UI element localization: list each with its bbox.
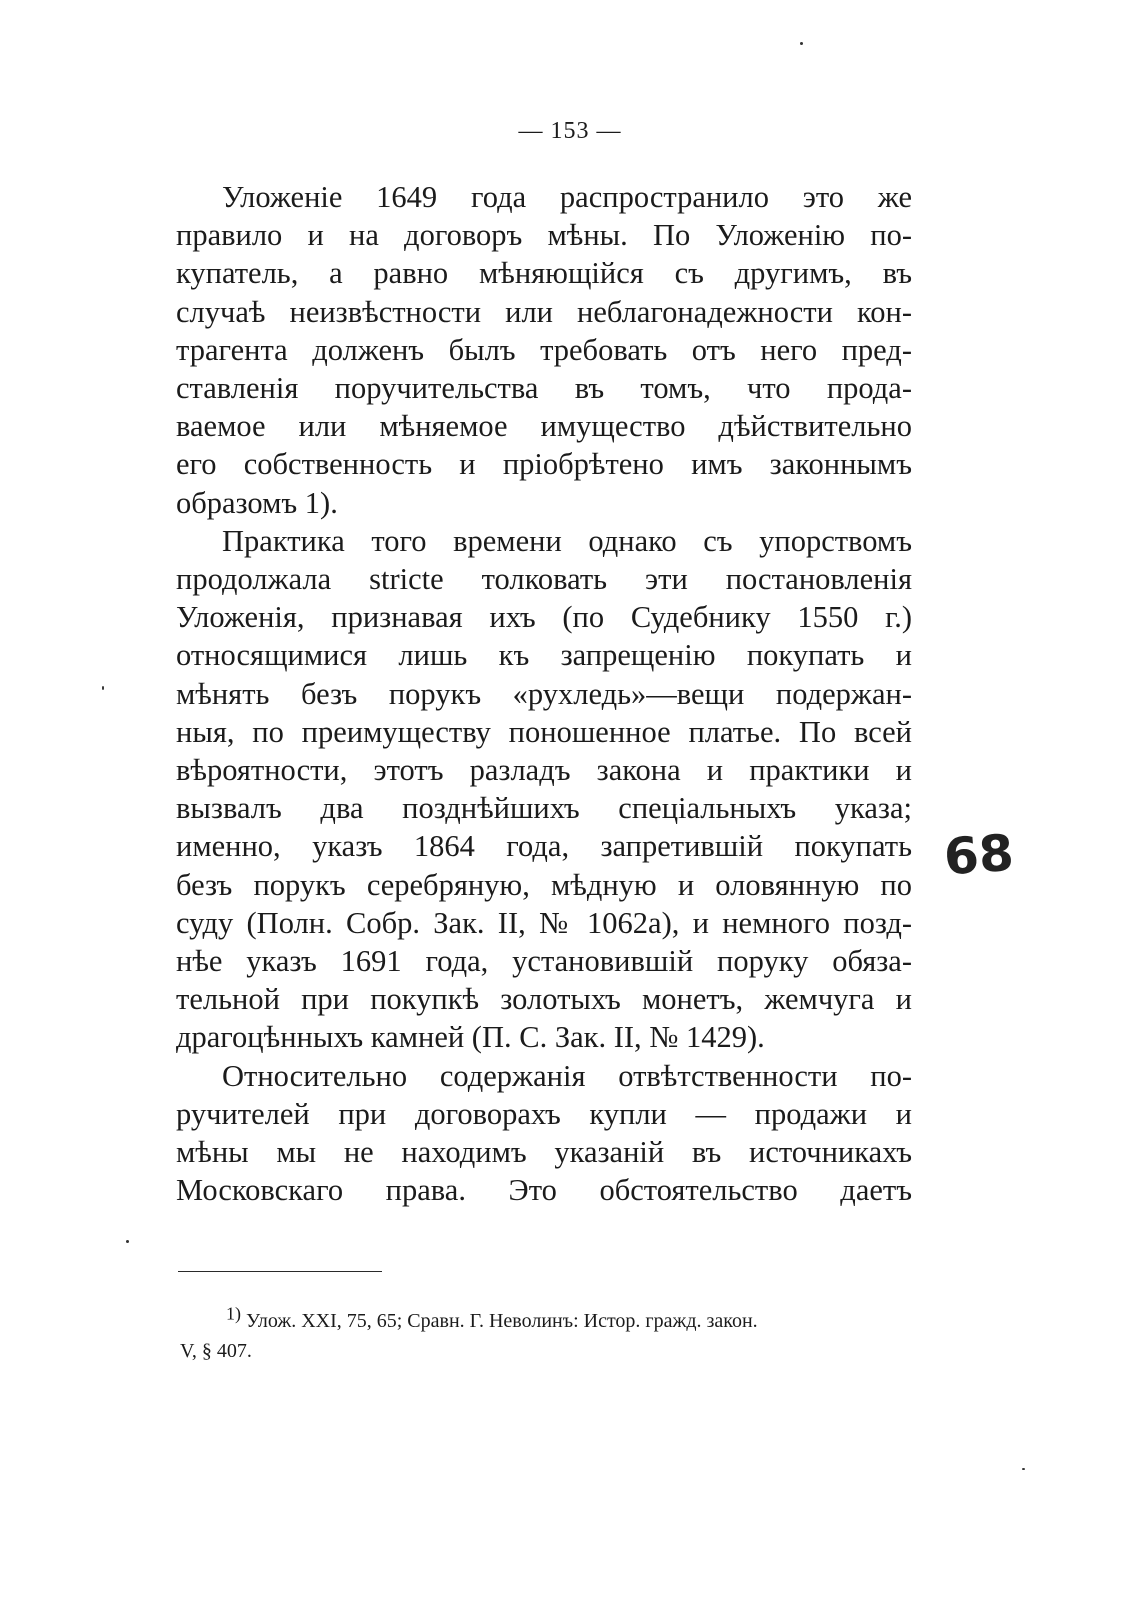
paragraph-2-line-1: Практика того времени однако съ упорствомъ [222, 523, 912, 558]
paragraph-2-line-7: вѣроятности, этотъ разладъ закона и практики и [176, 753, 912, 788]
footnote-line-1 [180, 1303, 912, 1336]
paragraph-3-line-4: Московскаго права. Это обстоятельство даетъ [176, 1173, 912, 1208]
paragraph-2-line-9: именно, указъ 1864 года, запретившій покупать [176, 829, 912, 864]
paragraph-1-line-8: его собственность и пріобрѣтено имъ законнымъ [176, 447, 912, 482]
paragraph-2-line-5: мѣнять безъ порукъ «рухледь»—вещи подержан- [176, 676, 912, 711]
paragraph-1-line-7: ваемое или мѣняемое имущество дѣйствительно [176, 409, 912, 444]
paragraph-2-line-4: относящимися лишь къ запрещенію покупать и [176, 638, 912, 673]
paragraph-1-line-6: ставленія поручительства въ томъ, что прода- [176, 371, 912, 406]
paragraph-3-line-1: Относительно содержанія отвѣтственности по- [222, 1058, 912, 1093]
paragraph-1-line-1: Уложеніе 1649 года распространило это же [222, 180, 912, 214]
handwritten-margin-note: 68 [942, 823, 1016, 887]
paragraph-2-line-12: нѣе указъ 1691 года, установившій поруку обяза- [176, 944, 912, 979]
paragraph-1-line-9: образомъ 1). [176, 485, 338, 520]
paragraph-1-line-3: купатель, а равно мѣняющійся съ другимъ, въ [176, 256, 912, 291]
paragraph-2-line-2: продолжала stricte толковать эти постановленія [176, 562, 912, 597]
footnote-marker: 1) [226, 1303, 241, 1324]
paragraph-2-line-14: драгоцѣнныхъ камней (П. С. Зак. II, № 1429). [176, 1020, 765, 1055]
scan-speck [800, 42, 803, 45]
paragraph-2-line-10: безъ порукъ серебряную, мѣдную и оловянную по [176, 867, 912, 902]
paragraph-2-line-8: вызвалъ два позднѣйшихъ спеціальныхъ указа; [176, 791, 912, 826]
paragraph-1-line-5: трагента долженъ былъ требовать отъ него пред- [176, 332, 912, 367]
paragraph-1-line-2: правило и на договоръ мѣны. По Уложенію по- [176, 218, 912, 253]
scan-speck [126, 1240, 129, 1243]
paragraph-2-line-3: Уложенія, признавая ихъ (по Судебнику 1550 г.) [176, 600, 912, 635]
scan-speck [102, 686, 104, 690]
footnote-text-1: Улож. XXI, 75, 65; Сравн. Г. Неволинъ: Истор. гражд. закон. [246, 1310, 758, 1332]
paragraph-1-line-4: случаѣ неизвѣстности или неблагонадежности кон- [176, 294, 912, 329]
paragraph-3-line-3: мѣны мы не находимъ указаній въ источникахъ [176, 1135, 912, 1170]
page-number: — 153 — [518, 118, 622, 144]
scan-speck [1022, 1468, 1025, 1470]
footnote-divider [178, 1271, 382, 1272]
paragraph-2-line-13: тельной при покупкѣ золотыхъ монетъ, жемчуга и [176, 982, 912, 1017]
body-text [176, 178, 912, 1209]
paragraph-2-line-6: ныя, по преимуществу поношенное платье. По всей [176, 714, 912, 749]
paragraph-2-line-11: суду (Полн. Собр. Зак. II, № 1062а), и немного позд- [176, 905, 912, 940]
footnote [180, 1303, 912, 1366]
paragraph-3-line-2: ручителей при договорахъ купли — продажи и [176, 1096, 912, 1131]
footnote-line-2: V, § 407. [180, 1340, 252, 1362]
